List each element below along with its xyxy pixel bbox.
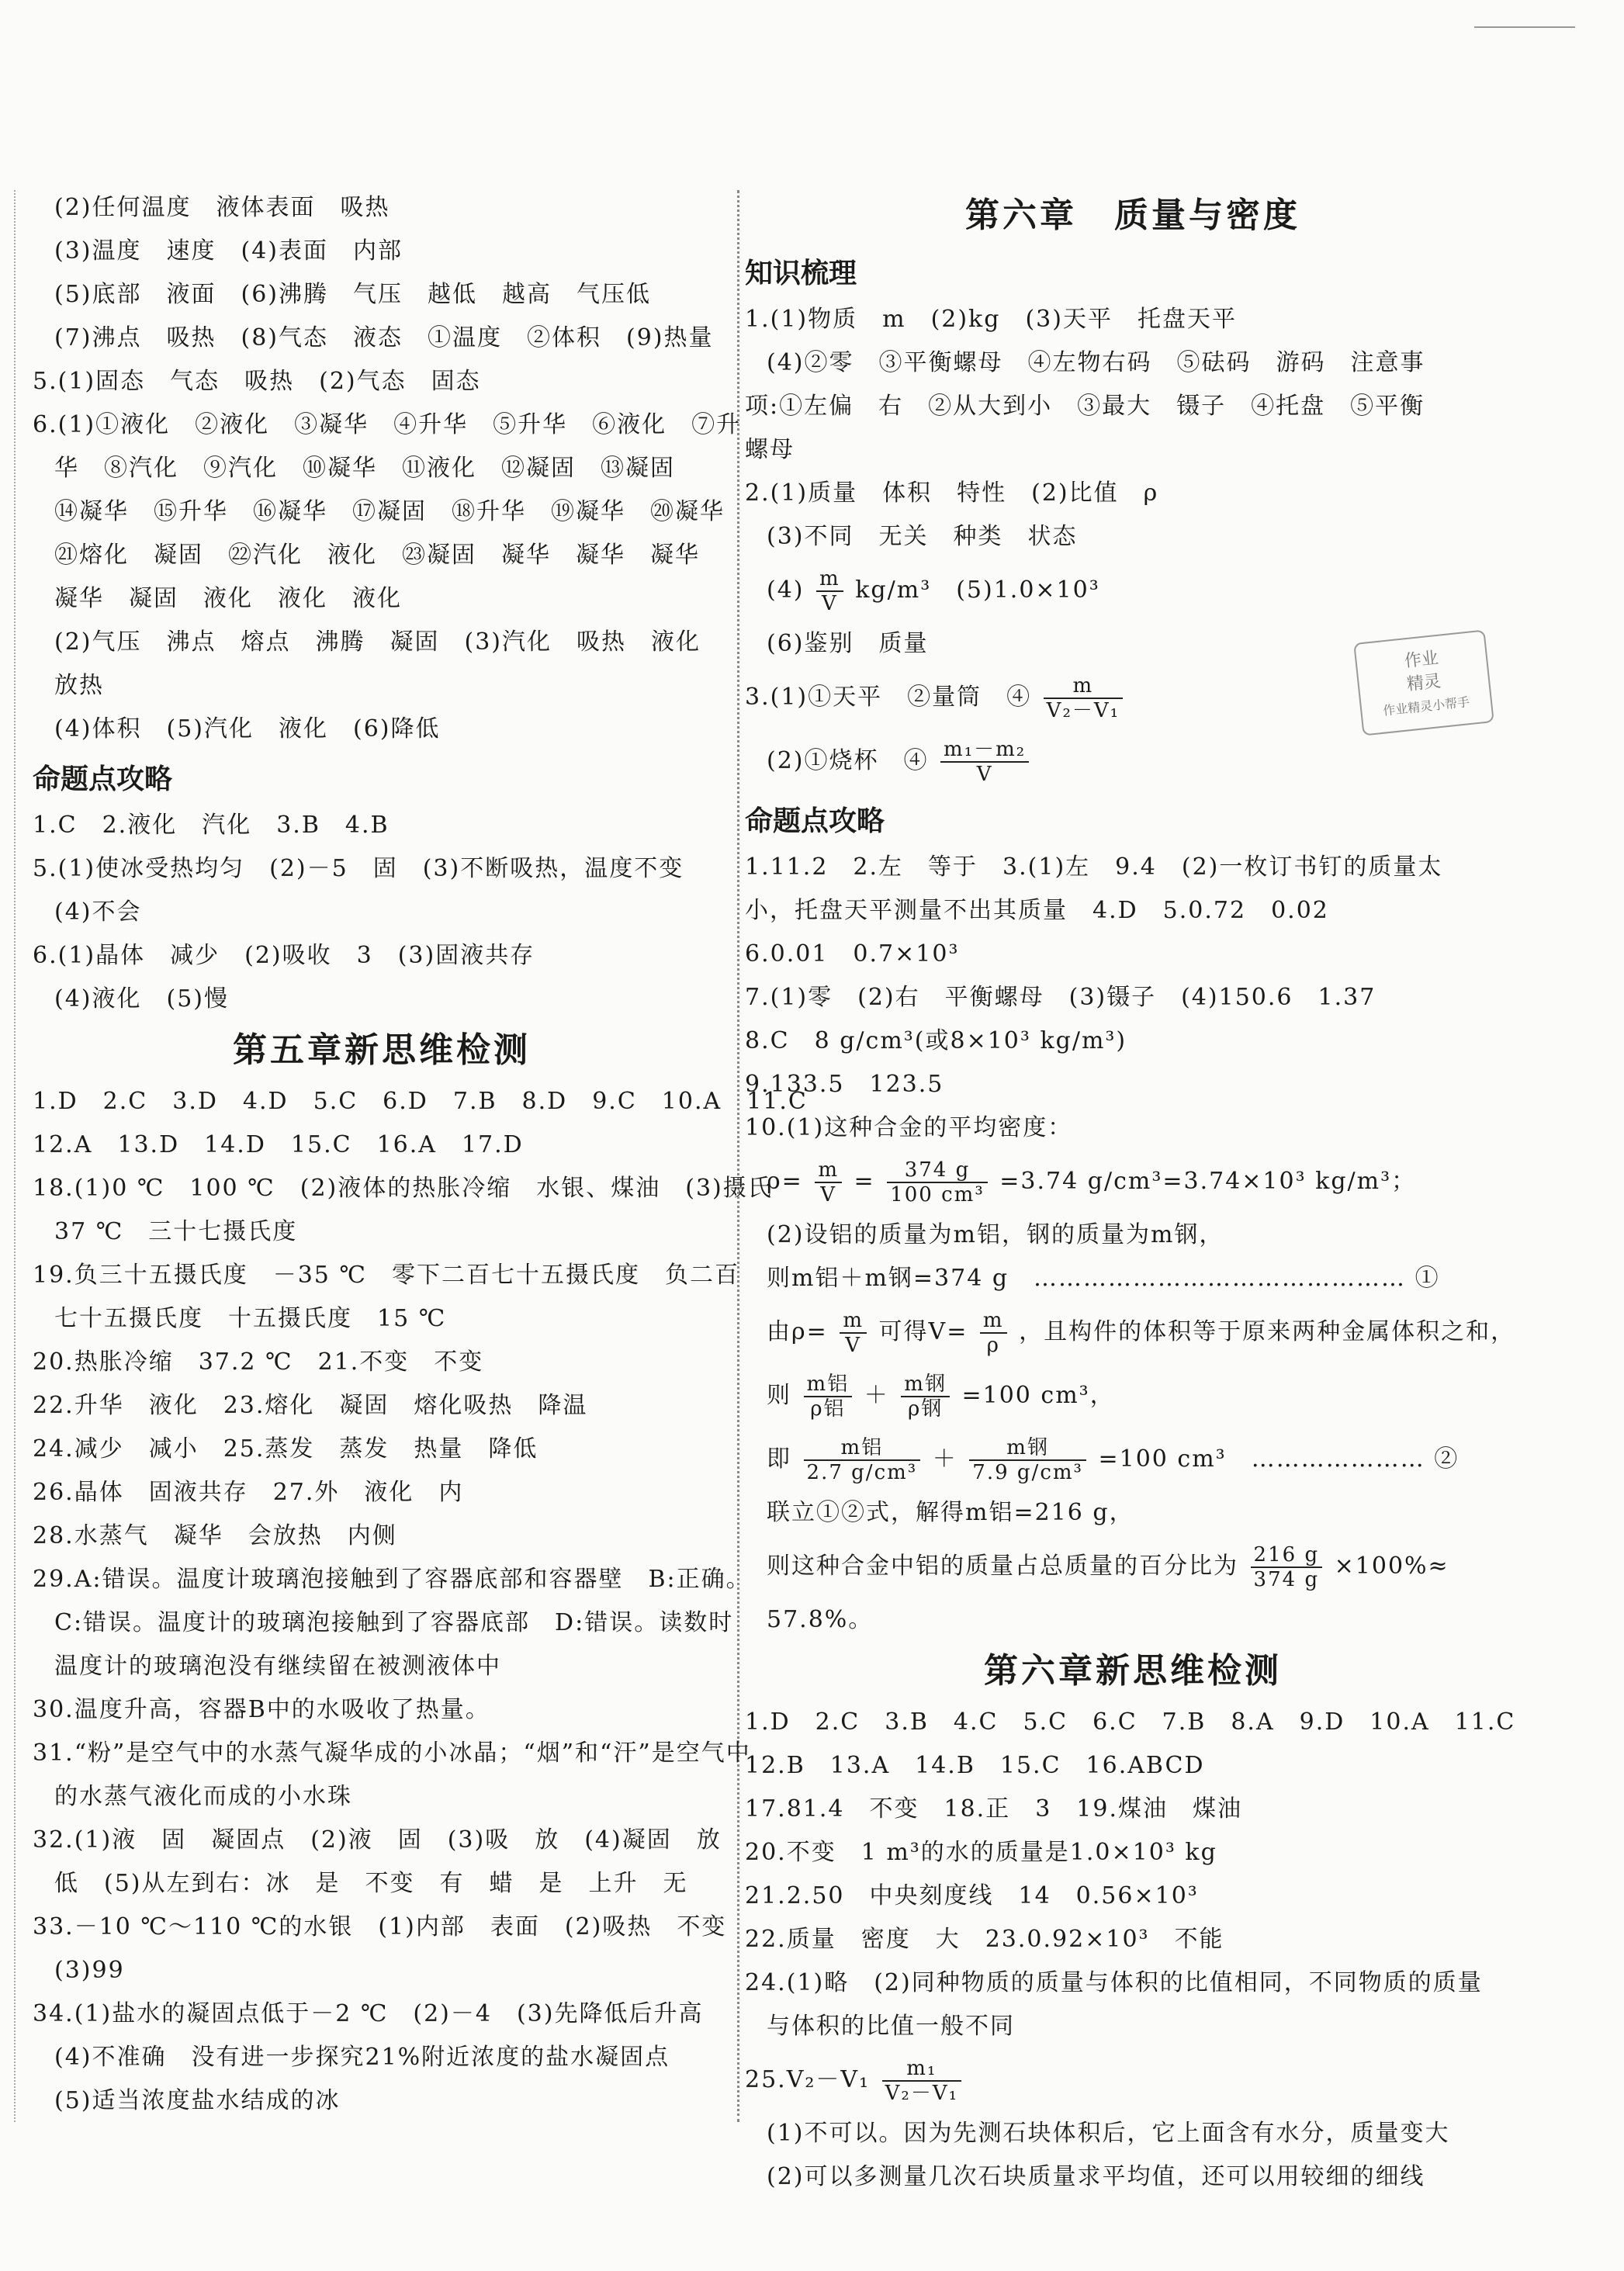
fraction (1251, 1543, 1323, 1591)
answer-line: 小，托盘天平测量不出其质量 4.D 5.0.72 0.02 (745, 897, 1329, 924)
formula-line: 则m铝＋m钢=374 g ……………………………………… ① (767, 1265, 1440, 1292)
denominator: ρ钢 (907, 1397, 944, 1421)
answer-line: 12.B 13.A 14.B 15.C 16.ABCD (745, 1752, 1205, 1779)
numerator: m (980, 1309, 1007, 1334)
knowledge-line-formula (745, 729, 1521, 793)
formula-line: (2)设铝的质量为m铝，钢的质量为m钢， (767, 1221, 1224, 1248)
numerator: m铝 (804, 1436, 921, 1461)
denominator: V₂－V₁ (1046, 699, 1120, 722)
answer-line: 温度计的玻璃泡没有继续留在被测液体中 (54, 1653, 501, 1680)
answer-line: (2)任何温度 液体表面 吸热 (54, 194, 390, 221)
answer-line: 12.A 13.D 14.D 15.C 16.A 17.D (33, 1131, 524, 1158)
knowledge-line: (3)不同 无关 种类 状态 (767, 523, 1078, 550)
answer-line: 34.(1)盐水的凝固点低于－2 ℃ (2)－4 (3)先降低后升高 (33, 2000, 704, 2027)
right-strategy-lines (745, 846, 1521, 1150)
text: =3.74 g/cm³=3.74×10³ kg/m³； (999, 1168, 1417, 1195)
answer-line: 1.D 2.C 3.D 4.D 5.C 6.D 7.B 8.D 9.C 10.A 11.C (33, 1088, 808, 1115)
text: ＋ (864, 1382, 889, 1409)
numerator: m钢 (901, 1373, 950, 1397)
formula-line (745, 1150, 1521, 1213)
answer-line: 20.热胀冷缩 37.2 ℃ 21.不变 不变 (33, 1348, 484, 1376)
fraction (980, 1309, 1007, 1357)
section-heading-strategy: 命题点攻略 (33, 763, 173, 795)
knowledge-line: 1.(1)物质 m (2)kg (3)天平 托盘天平 (745, 306, 1237, 333)
text: 可得V= (878, 1318, 968, 1345)
answer-line: 5.(1)使冰受热均匀 (2)－5 固 (3)不断吸热，温度不变 (33, 855, 684, 882)
denominator: ρ铝 (810, 1397, 846, 1421)
left-strategy-lines (33, 804, 731, 1021)
denominator: ρ (986, 1334, 1000, 1357)
answer-line: 32.(1)液 固 凝固点 (2)液 固 (3)吸 放 (4)凝固 放 (33, 1826, 722, 1854)
fraction (1044, 674, 1123, 722)
left-margin-line (14, 190, 16, 2122)
answer-line: 28.水蒸气 凝华 会放热 内侧 (33, 1522, 397, 1549)
knowledge-line: 2.(1)质量 体积 特性 (2)比值 ρ (745, 479, 1159, 507)
answer-line: 低 (5)从左到右：冰 是 不变 有 蜡 是 上升 无 (54, 1870, 688, 1897)
formula-line (745, 1535, 1521, 1598)
answer-line: 37 ℃ 三十七摄氏度 (54, 1218, 298, 1245)
numerator: m (816, 567, 843, 592)
answer-line: 20.不变 1 m³的水的质量是1.0×10³ kg (745, 1839, 1217, 1866)
answer-line: 30.温度升高，容器B中的水吸收了热量。 (33, 1696, 490, 1723)
answer-line: ⑭凝华 ⑮升华 ⑯凝华 ⑰凝固 ⑱升华 ⑲凝华 ⑳凝华 (54, 498, 725, 525)
numerator: m钢 (969, 1436, 1086, 1461)
answer-line: C:错误。温度计的玻璃泡接触到了容器底部 D:错误。读数时 (54, 1609, 734, 1636)
fraction (816, 567, 843, 615)
answer-line: 6.(1)晶体 减少 (2)吸收 3 (3)固液共存 (33, 942, 535, 969)
text: =100 cm³ ………………… ② (1098, 1445, 1460, 1473)
knowledge-line: (6)鉴别 质量 (767, 630, 929, 657)
stamp-text: 作业 (1403, 648, 1440, 672)
answer-line: 5.(1)固态 气态 吸热 (2)气态 固态 (33, 368, 481, 395)
numerator: m铝 (804, 1373, 853, 1397)
right-column (745, 186, 1521, 2199)
answer-line: 22.质量 密度 大 23.0.92×10³ 不能 (745, 1926, 1224, 1953)
answer-line: 26.晶体 固液共存 27.外 液化 内 (33, 1479, 464, 1506)
numerator: m₁ (882, 2057, 961, 2082)
answer-line: 29.A:错误。温度计玻璃泡接触到了容器底部和容器壁 B:正确。 (33, 1566, 751, 1593)
text: ，且构件的体积等于原来两种金属体积之和， (1019, 1318, 1516, 1345)
stamp-text: 精灵 (1405, 671, 1442, 695)
homework-helper-stamp (1353, 629, 1494, 736)
text: 即 (767, 1445, 791, 1473)
answer-line: 七十五摄氏度 十五摄氏度 15 ℃ (54, 1305, 447, 1332)
answer-line: (2)可以多测量几次石块质量求平均值，还可以用较细的细线 (767, 2163, 1425, 2190)
answer-line-25 (745, 2048, 1521, 2112)
knowledge-line: (4)②零 ③平衡螺母 ④左物右码 ⑤砝码 游码 注意事 (767, 349, 1425, 376)
answer-line: 8.C 8 g/cm³(或8×10³ kg/m³) (745, 1027, 1127, 1054)
answer-line: 的水蒸气液化而成的小水珠 (54, 1783, 352, 1810)
answer-line: (4)液化 (5)慢 (54, 985, 229, 1013)
text: ×100%≈ (1334, 1553, 1449, 1580)
fraction (840, 1309, 867, 1357)
text: 25.V₂－V₁ (745, 2066, 871, 2093)
denominator: 100 cm³ (890, 1183, 985, 1206)
top-edge-line (1474, 26, 1575, 28)
section-heading-strategy: 命题点攻略 (745, 805, 885, 837)
answer-line: 22.升华 液化 23.熔化 凝固 熔化吸热 降温 (33, 1392, 588, 1419)
formula-line (745, 1300, 1521, 1364)
text: (2)①烧杯 ④ (767, 747, 929, 774)
fraction (969, 1436, 1086, 1484)
text: = (854, 1168, 875, 1195)
column-separator (737, 190, 739, 2122)
answer-line: 10.(1)这种合金的平均密度： (745, 1114, 1073, 1141)
fraction (882, 2057, 961, 2105)
answer-line: (5)适当浓度盐水结成的冰 (54, 2087, 341, 2114)
answer-line: 6.0.01 0.7×10³ (745, 940, 960, 968)
answer-line: 18.(1)0 ℃ 100 ℃ (2)液体的热胀冷缩 水银、煤油 (3)摄氏 (33, 1175, 773, 1202)
denominator: 7.9 g/cm³ (972, 1461, 1083, 1484)
answer-line: 33.－10 ℃～110 ℃的水银 (1)内部 表面 (2)吸热 不变 (33, 1913, 727, 1940)
fraction (901, 1373, 950, 1421)
answer-line: 24.(1)略 (2)同种物质的质量与体积的比值相同，不同物质的质量 (745, 1969, 1483, 1996)
answer-line: 与体积的比值一般不同 (767, 2013, 1015, 2040)
answer-line: 1.C 2.液化 汽化 3.B 4.B (33, 812, 390, 839)
chapter6-title: 第六章 质量与密度 (965, 196, 1300, 235)
numerator: m (815, 1158, 842, 1183)
formula-line: 联立①②式，解得m铝=216 g， (767, 1499, 1134, 1526)
answer-line: 9.133.5 123.5 (745, 1071, 944, 1098)
answer-line: 31.“粉”是空气中的水蒸气凝华成的小冰晶；“烟”和“汗”是空气中 (33, 1740, 751, 1767)
text: ρ= (767, 1168, 803, 1195)
text: kg/m³ (5)1.0×10³ (855, 576, 1100, 604)
answer-line: 21.2.50 中央刻度线 14 0.56×10³ (745, 1882, 1199, 1909)
answer-line: (7)沸点 吸热 (8)气态 液态 ①温度 ②体积 (9)热量 (54, 324, 714, 351)
answer-line: (4)不准确 没有进一步探究21%附近浓度的盐水凝固点 (54, 2044, 670, 2071)
fraction (940, 738, 1029, 786)
numerator: m (840, 1309, 867, 1334)
denominator: V (821, 592, 838, 615)
fraction (804, 1373, 853, 1421)
text: 则 (767, 1382, 791, 1409)
answer-line: (3)99 (54, 1957, 125, 1984)
answer-line: (3)温度 速度 (4)表面 内部 (54, 237, 403, 265)
section-heading-knowledge: 知识梳理 (745, 258, 857, 289)
answer-line: (1)不可以。因为先测石块体积后，它上面含有水分，质量变大 (767, 2120, 1450, 2147)
text: (4) (767, 576, 805, 604)
left-knowledge-lines (33, 186, 742, 751)
stamp-text: 作业精灵小帮手 (1382, 694, 1470, 718)
denominator: V (820, 1183, 837, 1206)
numerator: m (1044, 674, 1123, 699)
text: 则这种合金中铝的质量占总质量的百分比为 (767, 1553, 1238, 1580)
chapter6-test-lines (745, 1701, 1521, 2048)
answer-line: 1.D 2.C 3.B 4.C 5.C 6.C 7.B 8.A 9.D 10.A 11.C (745, 1708, 1516, 1736)
denominator: V₂－V₁ (885, 2082, 959, 2105)
denominator: V (845, 1334, 862, 1357)
numerator: m₁－m₂ (940, 738, 1029, 763)
answer-line: 华 ⑧汽化 ⑨汽化 ⑩凝华 ⑪液化 ⑫凝固 ⑬凝固 (54, 455, 675, 482)
answer-line: 6.(1)①液化 ②液化 ③凝华 ④升华 ⑤升华 ⑥液化 ⑦升 (33, 411, 742, 438)
knowledge-line: 螺母 (745, 436, 795, 463)
answer-line: 19.负三十五摄氏度 －35 ℃ 零下二百七十五摄氏度 负二百 (33, 1262, 739, 1289)
answer-line: (4)体积 (5)汽化 液化 (6)降低 (54, 715, 441, 743)
chapter6-test-title: 第六章新思维检测 (984, 1651, 1282, 1691)
text: ＋ (932, 1445, 957, 1473)
fraction (887, 1158, 988, 1206)
numerator: 216 g (1251, 1543, 1323, 1568)
text: =100 cm³， (961, 1382, 1115, 1409)
denominator: 2.7 g/cm³ (806, 1461, 918, 1484)
formula-line (745, 1428, 1521, 1491)
text: 由ρ= (767, 1318, 828, 1345)
answer-line: (2)气压 沸点 熔点 沸腾 凝固 (3)汽化 吸热 液化 (54, 628, 701, 656)
chapter5-test-title: 第五章新思维检测 (233, 1030, 531, 1070)
formula-line: 57.8%。 (767, 1606, 874, 1633)
fraction (804, 1436, 921, 1484)
answer-line: 1.11.2 2.左 等于 3.(1)左 9.4 (2)一枚订书钉的质量太 (745, 853, 1443, 881)
answer-line: ㉑熔化 凝固 ㉒汽化 液化 ㉓凝固 凝华 凝华 凝华 (54, 542, 700, 569)
numerator: 374 g (887, 1158, 988, 1183)
answer-line: 放热 (54, 672, 104, 699)
denominator: 374 g (1253, 1568, 1320, 1591)
fraction (815, 1158, 842, 1206)
answer-line: 17.81.4 不变 18.正 3 19.煤油 煤油 (745, 1795, 1243, 1823)
formula-line (745, 1364, 1521, 1428)
answer-line: (5)底部 液面 (6)沸腾 气压 越低 越高 气压低 (54, 281, 651, 308)
answer-line: 7.(1)零 (2)右 平衡螺母 (3)镊子 (4)150.6 1.37 (745, 984, 1376, 1011)
knowledge-line: 项:①左偏 右 ②从大到小 ③最大 镊子 ④托盘 ⑤平衡 (745, 393, 1425, 420)
answer-line: 24.减少 减小 25.蒸发 蒸发 热量 降低 (33, 1435, 538, 1463)
answer-line: (4)不会 (54, 898, 142, 926)
knowledge-line-formula (745, 559, 1521, 622)
text: 3.(1)①天平 ②量筒 ④ (745, 684, 1032, 711)
answer-line: 凝华 凝固 液化 液化 液化 (54, 585, 402, 612)
denominator: V (976, 763, 993, 786)
